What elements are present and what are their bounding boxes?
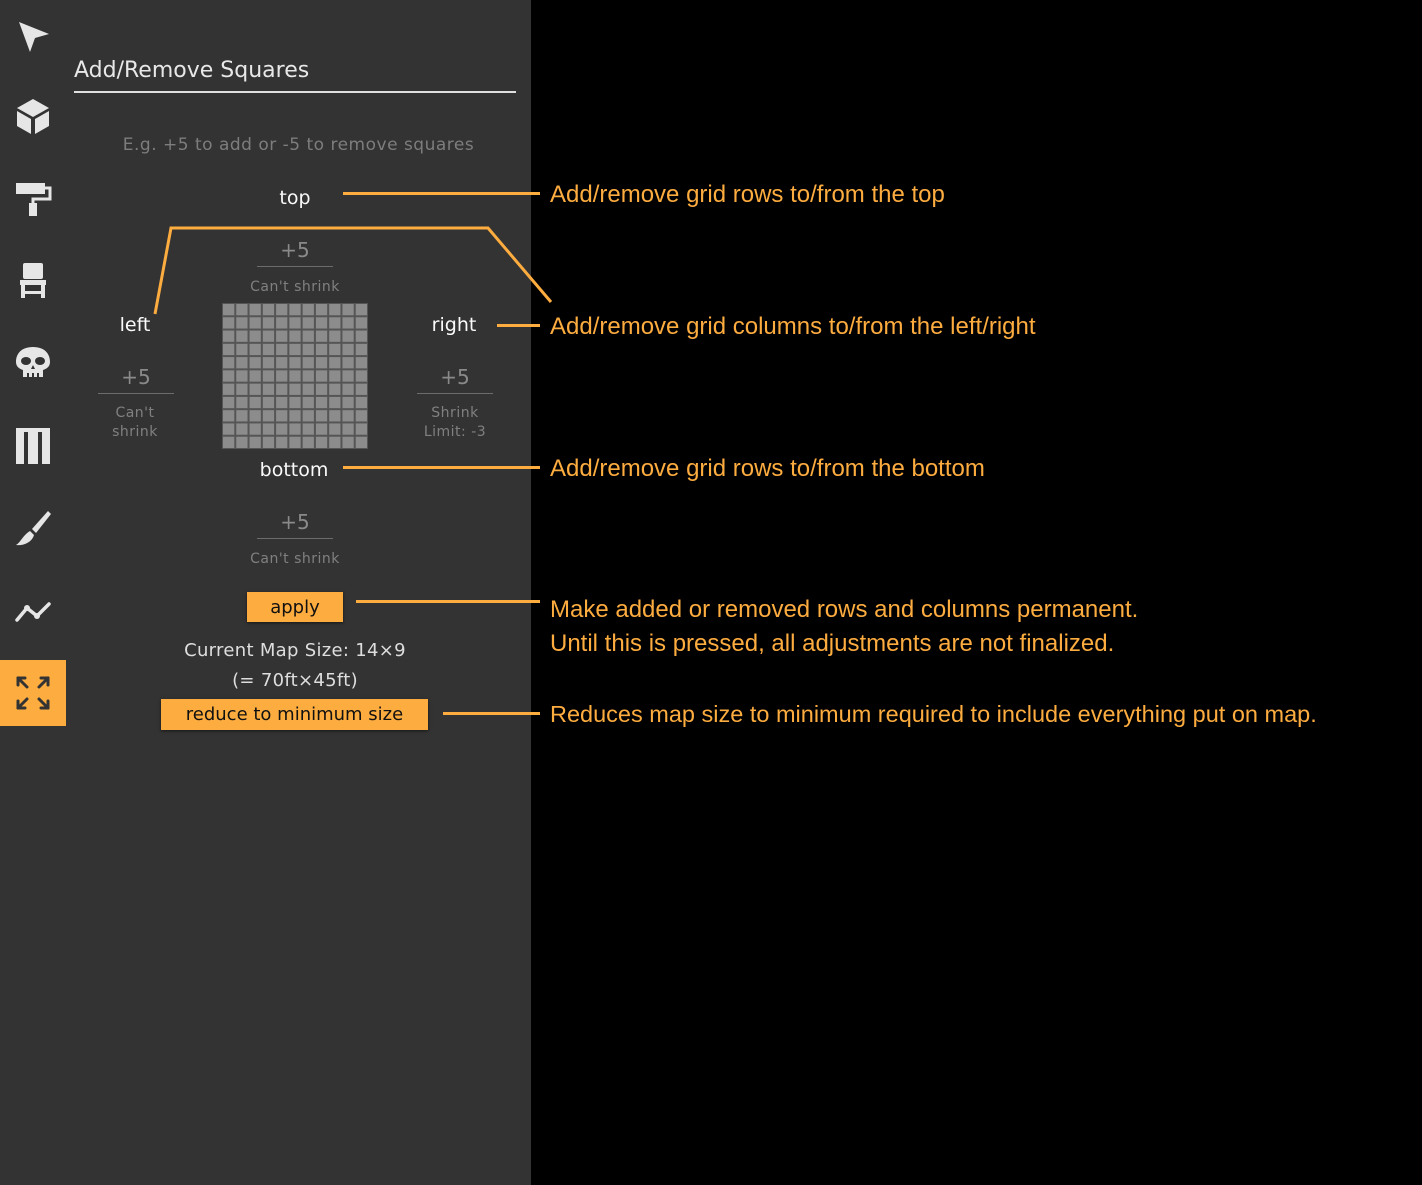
grid-cell bbox=[263, 370, 274, 381]
grid-cell bbox=[263, 344, 274, 355]
grid-cell bbox=[329, 410, 340, 421]
grid-cell bbox=[223, 397, 234, 408]
grid-cell bbox=[263, 331, 274, 342]
grid-cell bbox=[223, 344, 234, 355]
annotation-line-reduce bbox=[443, 712, 540, 715]
grid-cell bbox=[236, 423, 247, 434]
left-label: left bbox=[119, 314, 151, 336]
grid-cell bbox=[276, 344, 287, 355]
monster-tool-button[interactable] bbox=[0, 329, 66, 395]
grid-cell bbox=[250, 331, 261, 342]
grid-cell bbox=[289, 384, 300, 395]
grid-cell bbox=[223, 357, 234, 368]
paint-roller-icon bbox=[13, 178, 53, 218]
grid-cell bbox=[342, 397, 353, 408]
grid-cell bbox=[289, 397, 300, 408]
right-note-line2: Limit: -3 bbox=[423, 424, 487, 440]
grid-cell bbox=[236, 437, 247, 448]
grid-cell bbox=[316, 437, 327, 448]
grid-cell bbox=[342, 384, 353, 395]
annotation-line-apply bbox=[356, 600, 540, 603]
grid-cell bbox=[263, 437, 274, 448]
grid-cell bbox=[289, 331, 300, 342]
right-note bbox=[405, 404, 505, 442]
resize-icon bbox=[13, 673, 53, 713]
apply-button[interactable]: apply bbox=[247, 592, 343, 622]
grid-cell bbox=[250, 437, 261, 448]
grid-cell bbox=[236, 344, 247, 355]
brush-tool-button[interactable] bbox=[0, 495, 66, 561]
grid-cell bbox=[276, 423, 287, 434]
grid-cell bbox=[329, 397, 340, 408]
annotation-bottom: Add/remove grid rows to/from the bottom bbox=[550, 455, 985, 482]
annotation-line-bottom bbox=[343, 466, 540, 469]
left-note-line1: Can't bbox=[115, 405, 155, 421]
panel-title: Add/Remove Squares bbox=[74, 58, 516, 93]
grid-cell bbox=[342, 370, 353, 381]
grid-cell bbox=[329, 357, 340, 368]
grid-cell bbox=[303, 357, 314, 368]
grid-cell bbox=[250, 357, 261, 368]
grid-cell bbox=[316, 384, 327, 395]
grid-cell bbox=[289, 370, 300, 381]
grid-cell bbox=[223, 384, 234, 395]
grid-cell bbox=[250, 344, 261, 355]
grid-cell bbox=[316, 423, 327, 434]
current-map-size: Current Map Size: 14×9 bbox=[184, 640, 406, 661]
furniture-tool-button[interactable] bbox=[0, 247, 66, 313]
select-tool-button[interactable] bbox=[0, 4, 66, 70]
resize-tool-button[interactable] bbox=[0, 660, 66, 726]
grid-cell bbox=[276, 357, 287, 368]
grid-cell bbox=[263, 397, 274, 408]
door-icon bbox=[13, 426, 53, 466]
grid-cell bbox=[342, 344, 353, 355]
grid-cell bbox=[276, 331, 287, 342]
grid-cell bbox=[303, 344, 314, 355]
grid-cell bbox=[263, 410, 274, 421]
bottom-label: bottom bbox=[259, 459, 329, 481]
grid-cell bbox=[356, 437, 367, 448]
grid-cell bbox=[276, 384, 287, 395]
grid-cell bbox=[342, 410, 353, 421]
grid-cell bbox=[329, 437, 340, 448]
grid-cell bbox=[250, 423, 261, 434]
grid-cell bbox=[276, 437, 287, 448]
annotation-line-top bbox=[343, 192, 540, 195]
grid-cell bbox=[263, 384, 274, 395]
door-tool-button[interactable] bbox=[0, 413, 66, 479]
grid-cell bbox=[329, 331, 340, 342]
grid-cell bbox=[236, 410, 247, 421]
left-input[interactable] bbox=[98, 361, 174, 394]
grid-cell bbox=[289, 437, 300, 448]
cube-icon bbox=[13, 96, 53, 136]
brush-icon bbox=[13, 508, 53, 548]
grid-cell bbox=[289, 357, 300, 368]
grid-cell bbox=[356, 370, 367, 381]
grid-cell bbox=[329, 423, 340, 434]
grid-cell bbox=[356, 331, 367, 342]
top-note: Can't shrink bbox=[250, 279, 340, 295]
grid-cell bbox=[356, 410, 367, 421]
grid-cell bbox=[356, 397, 367, 408]
grid-cell bbox=[250, 397, 261, 408]
right-input[interactable] bbox=[417, 361, 493, 394]
left-note-line2: shrink bbox=[112, 424, 158, 440]
grid-cell bbox=[236, 331, 247, 342]
grid-cell bbox=[236, 384, 247, 395]
grid-cell bbox=[356, 344, 367, 355]
grid-cell bbox=[303, 331, 314, 342]
tool-sidebar bbox=[0, 0, 66, 1185]
grid-cell bbox=[342, 357, 353, 368]
bottom-note: Can't shrink bbox=[250, 551, 340, 567]
grid-cell bbox=[289, 410, 300, 421]
grid-cell bbox=[223, 423, 234, 434]
path-tool-button[interactable] bbox=[0, 577, 66, 643]
grid-cell bbox=[223, 437, 234, 448]
grid-cell bbox=[316, 331, 327, 342]
grid-cell bbox=[236, 357, 247, 368]
bottom-input[interactable] bbox=[257, 506, 333, 539]
grid-cell bbox=[250, 410, 261, 421]
left-note bbox=[95, 404, 175, 442]
grid-cell bbox=[303, 410, 314, 421]
panel-hint: E.g. +5 to add or -5 to remove squares bbox=[122, 135, 475, 155]
grid-cell bbox=[303, 423, 314, 434]
grid-cell bbox=[223, 370, 234, 381]
annotation-reduce: Reduces map size to minimum required to include everything put on map. bbox=[550, 701, 1317, 727]
grid-cell bbox=[250, 384, 261, 395]
grid-cell bbox=[342, 437, 353, 448]
grid-cell bbox=[316, 344, 327, 355]
current-map-size-ft: (= 70ft×45ft) bbox=[232, 670, 358, 691]
cursor-icon bbox=[13, 17, 53, 57]
paint-tool-button[interactable] bbox=[0, 165, 66, 231]
block-tool-button[interactable] bbox=[0, 83, 66, 149]
grid-cell bbox=[342, 423, 353, 434]
grid-cell bbox=[223, 331, 234, 342]
grid-cell bbox=[316, 397, 327, 408]
grid-cell bbox=[263, 357, 274, 368]
grid-cell bbox=[316, 410, 327, 421]
grid-cell bbox=[342, 331, 353, 342]
annotation-line-right bbox=[497, 324, 540, 327]
grid-cell bbox=[303, 370, 314, 381]
grid-cell bbox=[223, 410, 234, 421]
skull-icon bbox=[13, 342, 53, 382]
grid-cell bbox=[329, 344, 340, 355]
grid-cell bbox=[316, 370, 327, 381]
annotation-line-left-right bbox=[140, 220, 560, 330]
grid-cell bbox=[289, 344, 300, 355]
grid-cell bbox=[236, 370, 247, 381]
grid-cell bbox=[316, 357, 327, 368]
grid-cell bbox=[236, 397, 247, 408]
grid-cell bbox=[356, 423, 367, 434]
grid-cell bbox=[276, 370, 287, 381]
grid-cell bbox=[276, 397, 287, 408]
annotation-apply-line2: Until this is pressed, all adjustments are not finalized. bbox=[550, 630, 1115, 657]
right-label: right bbox=[431, 314, 477, 336]
right-note-line1: Shrink bbox=[431, 405, 479, 421]
grid-cell bbox=[289, 423, 300, 434]
annotation-top: Add/remove grid rows to/from the top bbox=[550, 181, 945, 208]
grid-cell bbox=[329, 384, 340, 395]
grid-cell bbox=[303, 384, 314, 395]
grid-cell bbox=[303, 437, 314, 448]
chair-icon bbox=[13, 260, 53, 300]
top-label: top bbox=[279, 187, 311, 209]
annotation-apply-line1: Make added or removed rows and columns permanent. bbox=[550, 596, 1139, 623]
grid-cell bbox=[329, 370, 340, 381]
annotation-left-right: Add/remove grid columns to/from the left/right bbox=[550, 313, 1036, 340]
grid-cell bbox=[356, 384, 367, 395]
grid-cell bbox=[263, 423, 274, 434]
grid-cell bbox=[356, 357, 367, 368]
grid-cell bbox=[276, 410, 287, 421]
reduce-to-minimum-button[interactable]: reduce to minimum size bbox=[161, 699, 428, 730]
grid-cell bbox=[303, 397, 314, 408]
grid-cell bbox=[250, 370, 261, 381]
path-icon bbox=[13, 590, 53, 630]
